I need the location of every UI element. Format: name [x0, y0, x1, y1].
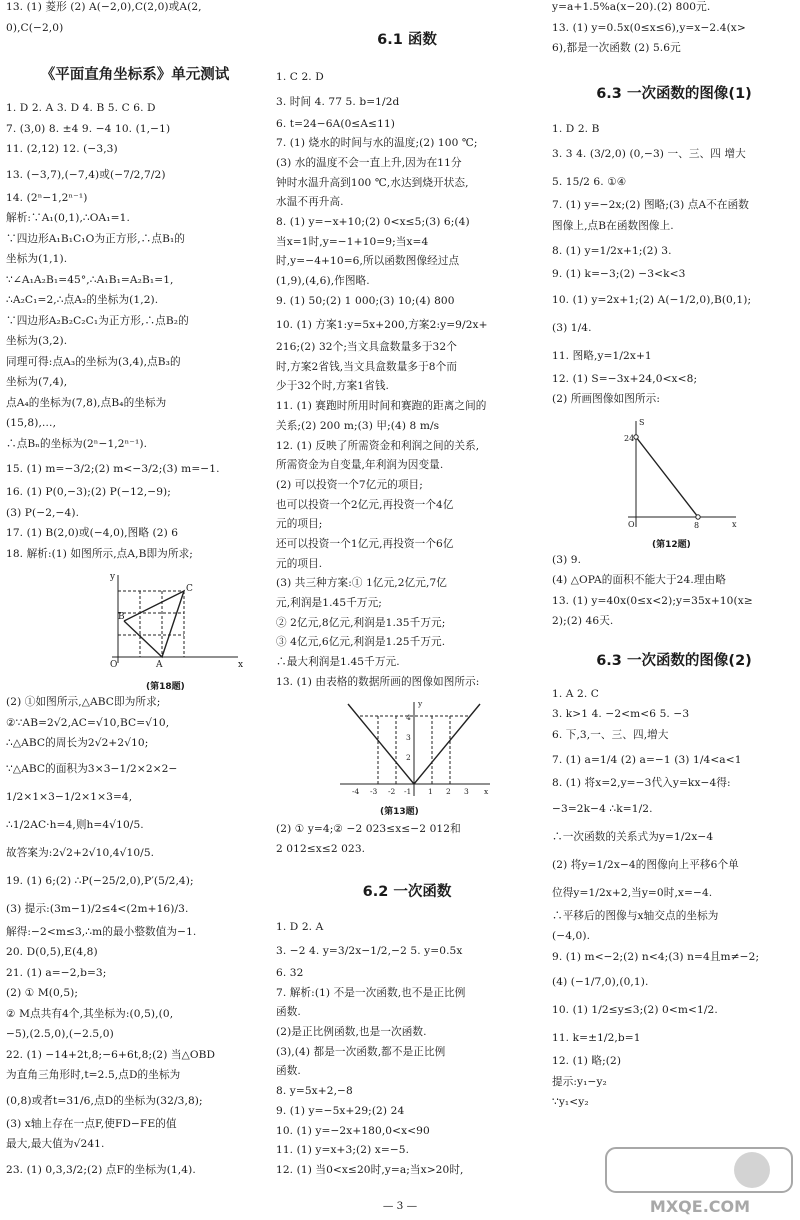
figure-12-caption: (第12题) [652, 539, 691, 550]
figure-13-caption: (第13题) [380, 807, 419, 818]
answer-line: 元的项目. [276, 557, 323, 570]
answer-list [6, 695, 264, 1186]
column-middle [276, 0, 538, 1183]
answer-line: 3. 3 4. (3/2,0) (0,−3) 一、三、四 增大 [552, 148, 746, 160]
answer-line: 解析:∵A₁(0,1),∴OA₁=1. [6, 212, 130, 224]
answer-line: (2) ① y=4;② −2 023≤x≤−2 012和 [276, 823, 461, 836]
answer-line: 13. (1) y=40x(0≤x<2);y=35x+10(x≥ [552, 594, 753, 607]
answer-line: 1. A 2. C [552, 687, 599, 700]
answer-line: 2 012≤x≤2 023. [276, 842, 366, 855]
svg-text:3: 3 [406, 733, 411, 743]
answer-line: 坐标为(1,1). [6, 253, 68, 265]
figure-13 [334, 696, 494, 800]
answer-line: (3) P(−2,−4). [6, 506, 80, 519]
answer-line: 10. (1) y=2x+1;(2) A(−1/2,0),B(0,1); [552, 293, 752, 306]
svg-text:4: 4 [406, 713, 411, 723]
svg-text:O: O [628, 519, 635, 529]
answer-line: ③ 4亿元,6亿元,利润是1.25千万元. [276, 636, 446, 649]
answer-line: 12. (1) 当0<x≤20时,y=a;当x>20时, [276, 1163, 464, 1176]
svg-text:3: 3 [464, 787, 469, 797]
answer-line: 8. (1) y=−x+10;(2) 0<x≤5;(3) 6;(4) [276, 215, 470, 228]
answer-list [552, 122, 796, 413]
answer-line: 16. (1) P(0,−3);(2) P(−12,−9); [6, 486, 171, 498]
section-title: 6.2 一次函数 [362, 883, 452, 900]
answer-line: 11. (1) y=x+3;(2) x=−5. [276, 1144, 410, 1157]
answer-line: 6. 下,3,一、三、四,增大 [552, 728, 669, 741]
answer-line: 7. (1) 烧水的时间与水的温度;(2) 100 ℃; [276, 137, 478, 150]
svg-text:B: B [118, 612, 125, 622]
answer-line: ∵∠A₁A₂B₁=45°,∴A₁B₁=A₂B₁=1, [6, 273, 174, 286]
answer-line: 7. (1) y=−2x;(2) 图略;(3) 点A不在函数 [552, 199, 749, 211]
answer-line: 2);(2) 46天. [552, 615, 614, 627]
svg-text:y: y [418, 699, 423, 709]
answer-line: 12. (1) 反映了所需资金和利润之间的关系, [276, 439, 480, 452]
answer-line: 8. y=5x+2,−8 [276, 1085, 353, 1098]
answer-line: 17. (1) B(2,0)或(−4,0),图略 (2) 6 [6, 527, 179, 539]
answer-line: ∴最大利润是1.45千万元. [276, 655, 400, 668]
answer-line: (2) ①如图所示,△ABC即为所求; [6, 696, 161, 708]
watermark-text: MXQE.COM [649, 1197, 751, 1216]
answer-line: 所需资金为自变量,年利润为因变量. [276, 459, 444, 472]
svg-text:y: y [110, 572, 116, 582]
answer-line: ∴△ABC的周长为2√2+2√10; [6, 737, 149, 749]
answer-line: 函数. [276, 1065, 301, 1078]
answer-line: ∵四边形A₂B₂C₂C₁为正方形,∴点B₂的 [6, 314, 189, 327]
answer-line: (15,8),…, [6, 417, 57, 429]
answer-line: (3) 提示:(3m−1)/2≤4<(2m+16)/3. [6, 902, 189, 915]
answer-line: 7. (1) a=1/4 (2) a=−1 (3) 1/4<a<1 [552, 754, 742, 766]
svg-text:-2: -2 [388, 787, 396, 797]
answer-line: 13. (1) 菱形 (2) A(−2,0),C(2,0)或A(2, [6, 1, 202, 13]
answer-line: 1/2×1×3−1/2×1×3=4, [6, 790, 133, 803]
answer-line: 11. k=±1/2,b=1 [552, 1032, 641, 1044]
answer-line: 坐标为(7,4), [6, 376, 68, 388]
answer-line: 9. (1) y=−5x+29;(2) 24 [276, 1104, 405, 1117]
svg-text:1: 1 [428, 787, 433, 797]
answer-line: 9. (1) 50;(2) 1 000;(3) 10;(4) 800 [276, 294, 455, 307]
column-left [6, 0, 264, 1186]
answer-line: 还可以投资一个1亿元,再投资一个6亿 [276, 537, 454, 550]
answer-line: 也可以投资一个2亿元,再投资一个4亿 [276, 498, 454, 511]
figure-18 [98, 569, 248, 675]
answer-line: 5. 15/2 6. ①④ [552, 176, 627, 188]
answer-line: 6),都是一次函数 (2) 5.6元 [552, 42, 681, 54]
section-title: 6.1 函数 [377, 32, 437, 48]
answer-line: 22. (1) −14+2t,8;−6+6t,8;(2) 当△OBD [6, 1048, 216, 1061]
answer-line: 位得y=1/2x+2,当y=0时,x=−4. [552, 886, 713, 899]
answer-line: (4) (−1/7,0),(0,1). [552, 976, 649, 988]
answer-line: 14. (2ⁿ−1,2ⁿ⁻¹) [6, 191, 88, 204]
answer-list [276, 70, 538, 694]
section-title: 6.3 一次函数的图像(1) [596, 85, 752, 102]
answer-line: −5),(2.5,0),(−2.5,0) [6, 1028, 114, 1040]
svg-text:A: A [156, 660, 163, 670]
answer-line: 11. 图略,y=1/2x+1 [552, 349, 652, 362]
answer-list [6, 101, 264, 567]
answer-line: 1. C 2. D [276, 71, 324, 83]
answer-line: (−4,0). [552, 930, 591, 942]
answer-line: (2) 将y=1/2x−4的图像向上平移6个单 [552, 858, 739, 871]
svg-text:O: O [110, 660, 118, 670]
answer-line: 6. 32 [276, 967, 304, 980]
answer-line: 当x=1时,y=−1+10=9;当x=4 [276, 235, 429, 248]
answer-line: 最大,最大值为√241. [6, 1138, 105, 1150]
svg-text:x: x [238, 660, 244, 670]
answer-line: (2)是正比例函数,也是一次函数. [276, 1026, 427, 1039]
answer-line: ∵△ABC的面积为3×3−1/2×2×2− [6, 762, 178, 775]
watermark-logo [602, 1146, 798, 1216]
answer-line: ∵y₁<y₂ [552, 1096, 589, 1108]
answer-line: 图像上,点B在函数图像上. [552, 219, 674, 232]
answer-line: 点A₄的坐标为(7,8),点B₄的坐标为 [6, 396, 167, 409]
answer-line: −3=2k−4 ∴k=1/2. [552, 802, 653, 815]
svg-text:x: x [732, 519, 737, 529]
answer-line: 1. D 2. B [552, 122, 600, 135]
answer-line: 函数. [276, 1006, 301, 1019]
answer-line: 6. t=24−6A(0≤A≤11) [276, 117, 396, 130]
answer-line: 3. 时间 4. 77 5. b=1/2d [276, 95, 400, 108]
answer-line: 7. 解析:(1) 不是一次函数,也不是正比例 [276, 986, 466, 999]
answer-line: 少于32个时,方案1省钱. [276, 380, 390, 393]
answer-line: 13. (1) y=0.5x(0≤x≤6),y=x−2.4(x> [552, 21, 746, 34]
column-right [552, 0, 796, 1116]
answer-line: (3) 9. [552, 553, 582, 566]
answer-list [552, 687, 796, 1116]
answer-line: ∴平移后的图像与x轴交点的坐标为 [552, 909, 719, 922]
answer-line: ② 2亿元,8亿元,利润是1.35千万元; [276, 616, 446, 629]
answer-line: ② M点共有4个,其坐标为:(0,5),(0, [6, 1007, 174, 1020]
answer-line: 11. (1) 赛跑时所用时间和赛跑的距离之间的 [276, 400, 487, 413]
svg-text:S: S [639, 417, 645, 427]
answer-line: y=a+1.5%a(x−20).(2) 800元. [552, 1, 711, 13]
answer-line: 12. (1) S=−3x+24,0<x<8; [552, 372, 698, 385]
answer-line: ∴A₂C₁=2,∴点A₂的坐标为(1,2). [6, 294, 159, 306]
answer-line: ②∵AB=2√2,AC=√10,BC=√10, [6, 716, 170, 729]
answer-line: 19. (1) 6;(2) ∴P(−25/2,0),P′(5/2,4); [6, 874, 194, 887]
svg-text:-3: -3 [370, 787, 378, 797]
answer-line: (3) 水的温度不会一直上升,因为在11分 [276, 156, 462, 169]
answer-line: (3) x轴上存在一点F,使FD−FE的值 [6, 1117, 177, 1130]
answer-line: 10. (1) 1/2≤y≤3;(2) 0<m<1/2. [552, 1004, 718, 1016]
answer-line: 水温不再升高. [276, 196, 344, 209]
answer-line: 提示:y₁−y₂ [552, 1075, 607, 1088]
answer-line: 1. D 2. A [276, 920, 324, 933]
svg-text:8: 8 [694, 520, 700, 530]
answer-line: ∵四边形A₁B₁C₁O为正方形,∴点B₁的 [6, 232, 185, 245]
figure-12 [622, 415, 742, 533]
answer-line: 8. (1) y=1/2x+1;(2) 3. [552, 245, 672, 257]
answer-line: 同理可得:点A₃的坐标为(3,4),点B₃的 [6, 355, 181, 368]
answer-line: (2) ① M(0,5); [6, 987, 79, 999]
answer-line: 8. (1) 将x=2,y=−3代入y=kx−4得: [552, 777, 731, 789]
answer-line: 钟时水温升高到100 ℃,水达到烧开状态, [276, 176, 469, 189]
answer-line: (2) 可以投资一个7亿元的项目; [276, 478, 423, 491]
answer-line: (2) 所画图像如图所示: [552, 393, 660, 405]
answer-line: (3) 1/4. [552, 321, 592, 334]
answer-line: 3. k>1 4. −2<m<6 5. −3 [552, 708, 690, 720]
answer-line: 216;(2) 32个;当文具盒数量多于32个 [276, 341, 457, 354]
answer-line: 23. (1) 0,3,3/2;(2) 点F的坐标为(1,4). [6, 1163, 196, 1176]
answer-line: 时,方案2省钱,当文具盒数量多于8个而 [276, 360, 458, 373]
answer-line: 18. 解析:(1) 如图所示,点A,B即为所求; [6, 547, 193, 560]
svg-text:C: C [186, 584, 193, 594]
answer-line: 3. −2 4. y=3/2x−1/2,−2 5. y=0.5x [276, 945, 463, 958]
answer-line: 10. (1) 方案1:y=5x+200,方案2:y=9/2x+ [276, 319, 488, 332]
svg-text:-1: -1 [404, 787, 412, 797]
page-number: — 3 — [382, 1200, 418, 1212]
section-title: 《平面直角坐标系》单元测试 [40, 67, 230, 83]
answer-list [276, 822, 538, 861]
answer-line: (0,8)或者t=31/6,点D的坐标为(32/3,8); [6, 1094, 203, 1107]
answer-line: (4) △OPA的面积不能大于24.理由略 [552, 574, 726, 586]
answer-line: 15. (1) m=−3/2;(2) m<−3/2;(3) m=−1. [6, 463, 220, 475]
answer-line: 0),C(−2,0) [6, 21, 64, 34]
answer-line: 元,利润是1.45千万元; [276, 596, 382, 609]
answer-line: 1. D 2. A 3. D 4. B 5. C 6. D [6, 102, 156, 114]
svg-text:x: x [484, 787, 489, 797]
answer-line: 为直角三角形时,t=2.5,点D的坐标为 [6, 1069, 181, 1081]
answer-list [552, 553, 796, 635]
answer-line: 10. (1) y=−2x+180,0<x<90 [276, 1124, 430, 1137]
answer-line: 9. (1) m<−2;(2) n<4;(3) n=4且m≠−2; [552, 950, 760, 963]
answer-line: 20. D(0,5),E(4,8) [6, 946, 98, 958]
answer-line: 13. (1) 由表格的数据所画的图像如图所示: [276, 675, 480, 688]
svg-text:2: 2 [406, 753, 411, 763]
figure-18-caption: (第18题) [146, 682, 185, 692]
answer-line: 故答案为:2√2+2√10,4√10/5. [6, 846, 155, 859]
answer-line: 9. (1) k=−3;(2) −3<k<3 [552, 268, 686, 280]
answer-line: ∴1/2AC·h=4,则h=4√10/5. [6, 818, 144, 831]
answer-line: 11. (2,12) 12. (−3,3) [6, 143, 118, 155]
answer-list [276, 920, 538, 1183]
answer-line: 关系;(2) 200 m;(3) 甲;(4) 8 m/s [276, 419, 440, 432]
svg-text:-4: -4 [352, 787, 360, 797]
answer-line: (1,9),(4,6),作图略. [276, 274, 370, 287]
answer-line: 7. (3,0) 8. ±4 9. −4 10. (1,−1) [6, 122, 171, 135]
answer-line: (3) 共三种方案:① 1亿元,2亿元,7亿 [276, 577, 447, 590]
answer-line: 13. (−3,7),(−7,4)或(−7/2,7/2) [6, 168, 166, 181]
answer-line: 坐标为(3,2). [6, 335, 68, 347]
answer-line: 元的项目; [276, 518, 323, 531]
section-title: 6.3 一次函数的图像(2) [596, 652, 752, 669]
svg-text:2: 2 [446, 787, 451, 797]
svg-text:24: 24 [624, 433, 635, 443]
answer-line: ∴一次函数的关系式为y=1/2x−4 [552, 830, 714, 843]
answer-line: (3),(4) 都是一次函数,都不是正比例 [276, 1045, 446, 1058]
answer-line: 时,y=−4+10=6,所以函数图像经过点 [276, 255, 460, 268]
answer-line: 解得:−2<m≤3,∴m的最小整数值为−1. [6, 925, 197, 938]
answer-line: 12. (1) 略;(2) [552, 1055, 622, 1067]
answer-line: 21. (1) a=−2,b=3; [6, 966, 107, 979]
answer-line: ∴点Bₙ的坐标为(2ⁿ−1,2ⁿ⁻¹). [6, 437, 148, 450]
